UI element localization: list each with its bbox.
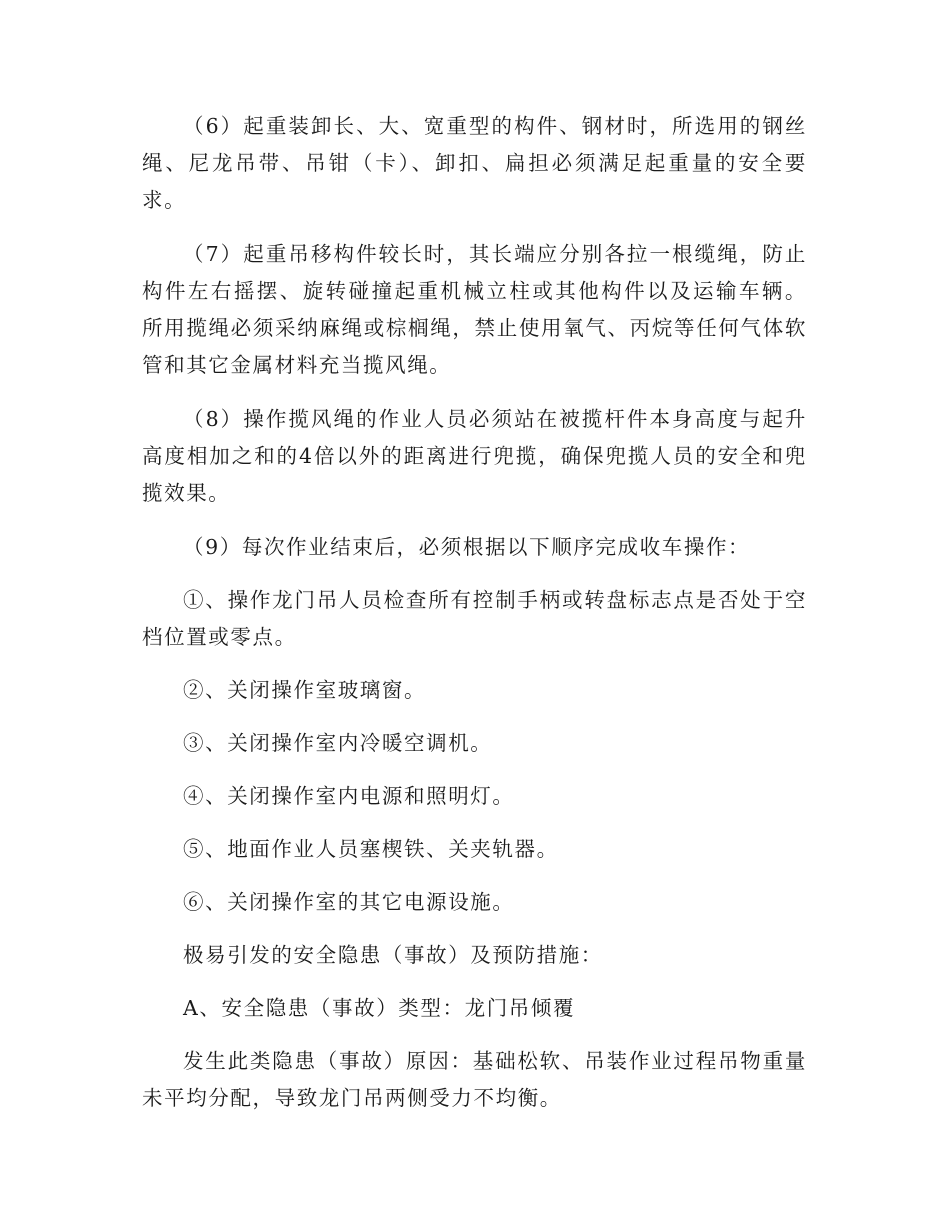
step-5: ⑤、地面作业人员塞楔铁、关夹轨器。 xyxy=(183,837,559,861)
hazard-type: A、安全隐患（事故）类型：龙门吊倾覆 xyxy=(183,996,576,1020)
step-4: ④、关闭操作室内电源和照明灯。 xyxy=(183,784,515,808)
step-1: ①、操作龙门吊人员检查所有控制手柄或转盘标志点是否处于空档位置或零点。 xyxy=(142,588,807,649)
hazard-heading: 极易引发的安全隐患（事故）及预防措施： xyxy=(183,943,603,967)
document-page xyxy=(142,108,807,1117)
step-6: ⑥、关闭操作室的其它电源设施。 xyxy=(183,890,515,914)
step-3: ③、关闭操作室内冷暖空调机。 xyxy=(183,731,493,755)
hazard-cause: 发生此类隐患（事故）原因：基础松软、吊装作业过程吊物重量未平均分配，导致龙门吊两侧受力不均衡。 xyxy=(142,1049,807,1110)
step-2: ②、关闭操作室玻璃窗。 xyxy=(183,678,427,702)
paragraph-item-7: （7）起重吊移构件较长时，其长端应分别各拉一根缆绳，防止构件左右摇摆、旋转碰撞起重机械立柱或其他构件以及运输车辆。 所用揽绳必须采纳麻绳或棕榈绳，禁止使用氧气、丙烷等任何气体软管和其它金属材料充当揽风绳。 xyxy=(142,242,807,377)
paragraph-item-9: （9）每次作业结束后，必须根据以下顺序完成收车操作： xyxy=(183,535,751,559)
paragraph-item-8: （8）操作揽风绳的作业人员必须站在被揽杆件本身高度与起升高度相加之和的4倍以外的距离进行兜揽，确保兜揽人员的安全和兜揽效果。 xyxy=(142,407,807,505)
paragraph-item-6: （6）起重装卸长、大、宽重型的构件、钢材时，所选用的钢丝绳、尼龙吊带、吊钳（卡）、卸扣、扁担必须满足起重量的安全要求。 xyxy=(142,114,807,212)
